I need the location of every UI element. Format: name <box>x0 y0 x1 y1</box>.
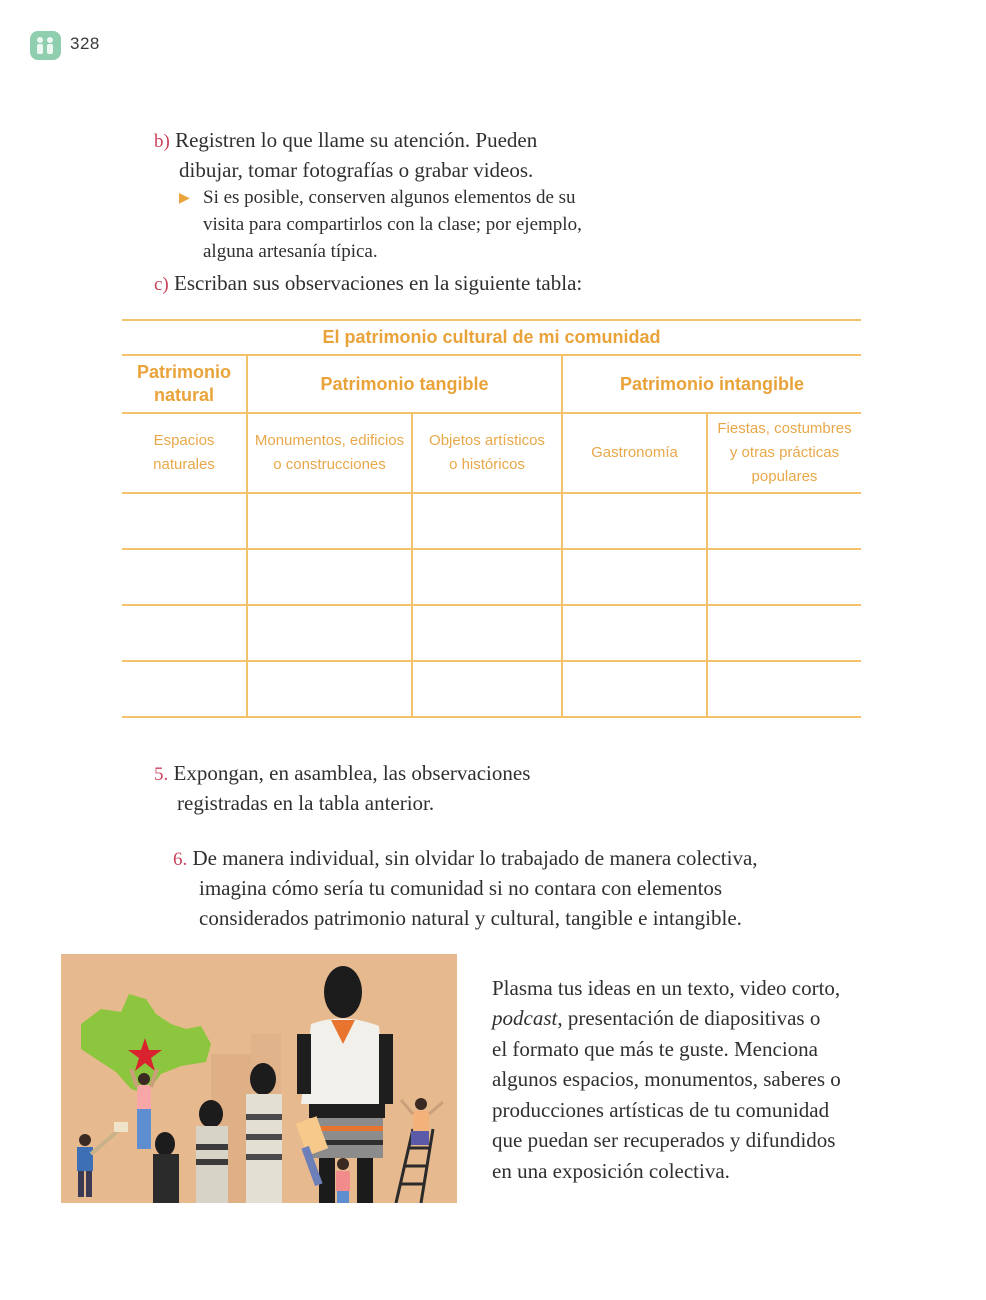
table-rule-subheaders <box>122 492 861 494</box>
item-b <box>154 125 537 157</box>
header-natural-line1: Patrimonio <box>136 362 231 382</box>
subheader-text: Objetos artísticos <box>429 432 545 449</box>
item-6-line2: imagina cómo sería tu comunidad si no contara con elementos <box>199 876 723 900</box>
item-5-line2: registradas en la tabla anterior. <box>177 791 435 815</box>
subheader-text: naturales <box>153 456 215 473</box>
item-6-marker: 6. <box>173 849 188 870</box>
subheader-text: o construcciones <box>273 456 386 473</box>
bullet-line-2: visita para compartirlos con la clase; por ejemplo, <box>203 214 582 235</box>
table-rule-row3 <box>122 660 861 662</box>
header-natural <box>122 356 246 412</box>
subheader-text: Fiestas, costumbres <box>717 420 852 437</box>
closing-line2-rest: , presentación de diapositivas o <box>557 1006 821 1030</box>
subheader-natural-spaces <box>122 414 246 492</box>
subheader-festivities <box>708 414 861 492</box>
closing-line2 <box>492 1003 820 1033</box>
closing-line1: Plasma tus ideas en un texto, video corto, <box>492 976 841 1000</box>
item-c <box>154 268 582 300</box>
item-6 <box>173 843 758 875</box>
page-number: 328 <box>70 34 100 53</box>
header-natural-line2: natural <box>153 385 214 405</box>
closing-line6: que puedan ser recuperados y difundidos <box>492 1128 836 1152</box>
table-title: El patrimonio cultural de mi comunidad <box>322 327 661 347</box>
table-rule-row1 <box>122 548 861 550</box>
closing-line4: algunos espacios, monumentos, saberes o <box>492 1067 841 1091</box>
closing-line3: el formato que más te guste. Menciona <box>492 1037 818 1061</box>
subheader-text: o históricos <box>449 456 525 473</box>
item-c-marker: c) <box>154 274 169 295</box>
subheader-text: populares <box>751 468 818 485</box>
item-5-line1: Expongan, en asamblea, las observaciones <box>173 761 531 785</box>
header-tangible: Patrimonio tangible <box>320 373 489 394</box>
closing-line7: en una exposición colectiva. <box>492 1159 730 1183</box>
header-intangible: Patrimonio intangible <box>619 373 804 394</box>
table-rule-row2 <box>122 604 861 606</box>
subheader-gastronomy: Gastronomía <box>591 444 678 461</box>
zapatista-community-illustration <box>61 954 457 1203</box>
bullet-arrow-icon: ▶ <box>179 191 190 206</box>
subheader-text: Monumentos, edificios <box>254 432 405 449</box>
closing-podcast-word: podcast <box>492 1006 558 1030</box>
subheader-text: Espacios <box>153 432 215 449</box>
subheader-text: y otras prácticas <box>729 444 840 461</box>
subheader-art-objects <box>413 414 561 492</box>
item-5-marker: 5. <box>154 764 169 785</box>
item-b-line1: Registren lo que llame su atención. Pueden <box>175 128 538 152</box>
page-badge-icon <box>30 31 61 60</box>
item-6-line3: considerados patrimonio natural y cultural, tangible e intangible. <box>199 906 742 930</box>
bullet-line-3: alguna artesanía típica. <box>203 241 378 262</box>
subheader-monuments <box>248 414 411 492</box>
item-c-text: Escriban sus observaciones en la siguiente tabla: <box>174 271 583 295</box>
item-5 <box>154 758 530 790</box>
item-b-line2: dibujar, tomar fotografías o grabar videos. <box>179 158 534 182</box>
item-6-line1: De manera individual, sin olvidar lo trabajado de manera colectiva, <box>192 846 758 870</box>
item-b-marker: b) <box>154 131 170 152</box>
closing-line5: producciones artísticas de tu comunidad <box>492 1098 830 1122</box>
bullet-line-1: Si es posible, conserven algunos elementos de su <box>203 187 576 208</box>
table-rule-bottom <box>122 716 861 718</box>
